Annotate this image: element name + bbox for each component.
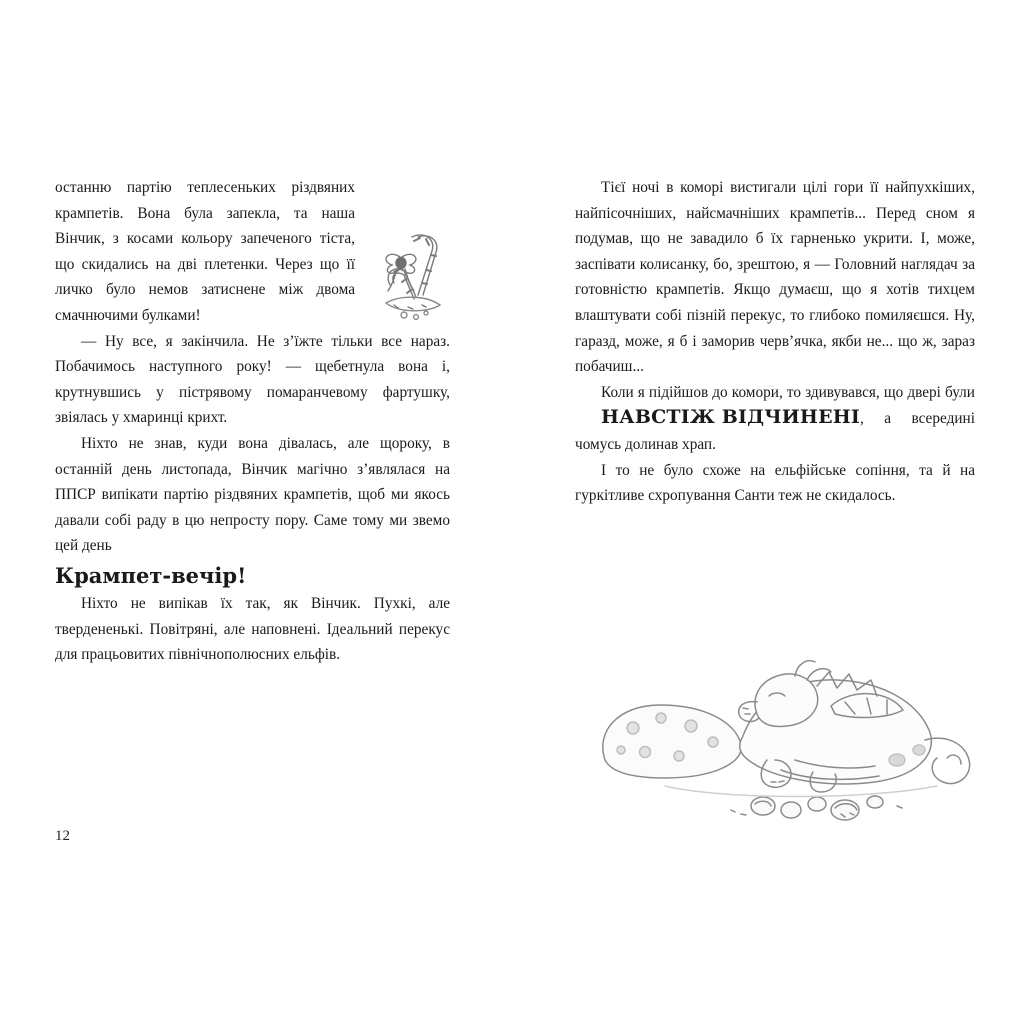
paragraph: Тієї ночі в коморі вистигали цілі гори її найпухкіших, найпісочніших, найсмачніших крампетів... Перед сном я подумав, що не завадило б їх гарненько укрити. І, може, заспівати колисанку, бо, зрештою, я — Головний наглядач за готовністю крампетів. Якщо думаєш, що я хотів тихцем влаштувати собі пізній перекус, то глибоко помиляєшся. Ну, гаразд, може, я б і заморив черв’ячка, якби не... що ж, зараз побачиш... xyxy=(575,179,975,376)
paragraph: останню партію теплесеньких різдвяних крампетів. Вона була запекла, та наша Вінчик, з косами кольору запеченого тіста, що скидались на дві плетенки. Через що її личко було немов затиснене між двома смачнючими булками! xyxy=(55,179,355,324)
paragraph: І то не було схоже на ельфійське сопіння, та й на гуркітливе схропування Санти теж не скидалось. xyxy=(575,461,975,505)
paragraph: Ніхто не випікав їх так, як Вінчик. Пухкі, але твердененькі. Повітряні, але наповнені. Ідеальний перекус для працьовитих північнополюсних ельфів. xyxy=(55,594,450,664)
right-page xyxy=(575,175,975,509)
sleeping-dragon-illustration xyxy=(545,610,985,835)
paragraph-text-after: , а всередині чомусь долинав храп. xyxy=(575,410,975,453)
paragraph: — Ну все, я закінчила. Не з’їжте тільки все нараз. Побачимось наступного року! — щебетнула вона і, крутнувшись у пістрявому помаранчевому фартушку, звіялась у хмаринці крихт. xyxy=(55,332,450,427)
paragraph-with-callout xyxy=(575,380,975,458)
paragraph: Ніхто не знав, куди вона дівалась, але щороку, в останній день листопада, Вінчик магічно з’являлася на ППСР випікати партію різдвяних крампетів, щоб ми якось давали собі раду в цю непросту пору. Саме тому ми звемо цей день xyxy=(55,434,450,555)
candy-cane-with-bow-illustration xyxy=(360,225,465,335)
page-number: 12 xyxy=(55,828,70,844)
callout-krampet-vechir: Крампет-вечір! xyxy=(55,562,247,588)
paragraph-text-before: Коли я підійшов до комори, то здивувався, що двері були xyxy=(601,383,975,401)
callout-navstizh-vidchyneni: НАВСТІЖ ВІДЧИНЕНІ xyxy=(601,406,860,429)
